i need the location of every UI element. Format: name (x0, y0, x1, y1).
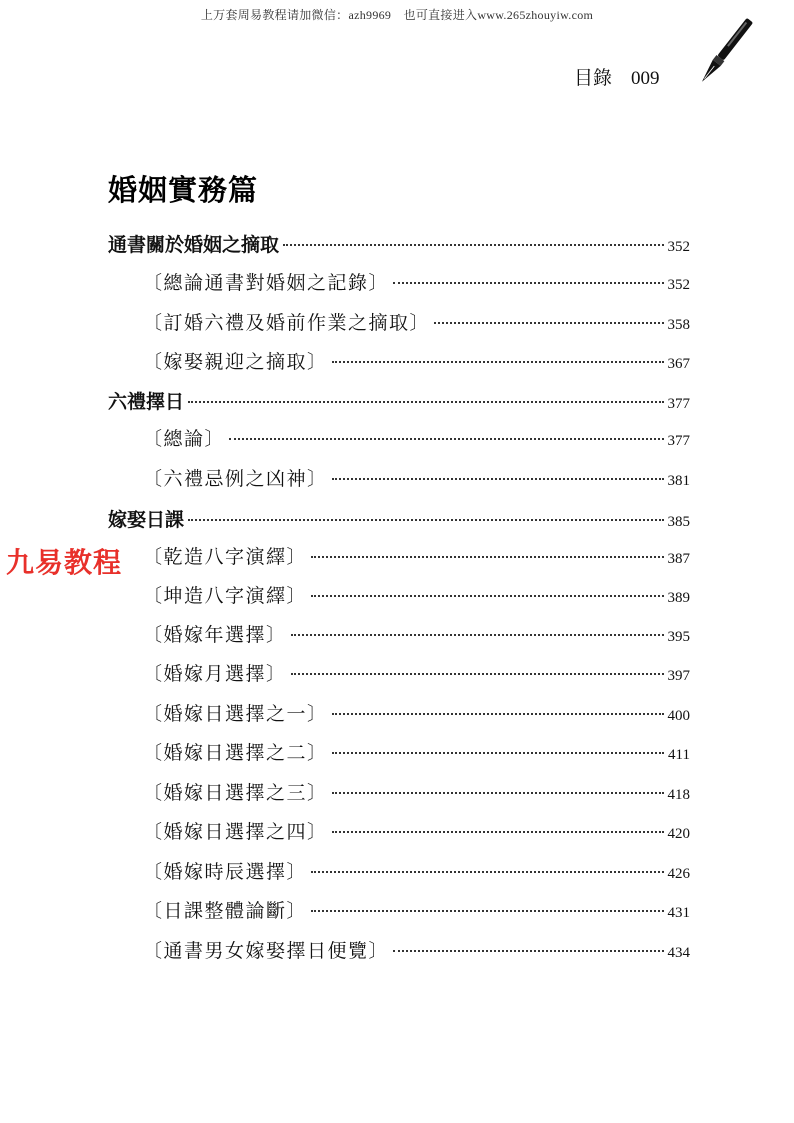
dot-leader (332, 478, 664, 480)
dot-leader (311, 871, 663, 873)
toc-chapter-row (108, 505, 690, 531)
toc-chapter-row (108, 230, 690, 256)
toc-page-number: 411 (668, 747, 690, 763)
dot-leader (332, 752, 665, 754)
toc-chapter-row (108, 387, 690, 413)
dot-leader (332, 831, 664, 833)
toc-page-number: 358 (667, 317, 690, 333)
toc-page-number: 387 (667, 551, 690, 567)
dot-leader (229, 438, 663, 440)
toc-entry-row (143, 464, 690, 490)
toc-page-number: 397 (667, 668, 690, 684)
toc-page-number: 352 (667, 239, 690, 255)
toc-label: 〔坤造八字演繹〕 (143, 585, 308, 607)
toc-entry-row (143, 542, 690, 568)
toc-entry-row (143, 857, 690, 883)
toc-entry-row (143, 936, 690, 962)
toc-label: 〔日課整體論斷〕 (143, 900, 308, 922)
dot-leader (332, 713, 664, 715)
toc-page-number: 418 (667, 787, 690, 803)
header-title: 目錄 009 (574, 68, 660, 89)
toc-label: 〔六禮忌例之凶神〕 (143, 468, 328, 490)
dot-leader (311, 910, 663, 912)
dot-leader (393, 950, 663, 952)
toc-label: 〔婚嫁年選擇〕 (143, 624, 287, 646)
toc-label: 嫁娶日課 (108, 509, 185, 531)
dot-leader (188, 519, 663, 521)
toc-page-number: 381 (667, 473, 690, 489)
toc-page-number: 400 (667, 708, 690, 724)
toc-label: 〔婚嫁日選擇之二〕 (143, 742, 328, 764)
toc-label: 〔總論通書對婚姻之記錄〕 (143, 272, 390, 294)
toc-label: 〔婚嫁月選擇〕 (143, 663, 287, 685)
toc-entry-row (143, 659, 690, 685)
toc-page-number: 426 (667, 866, 690, 882)
dot-leader (332, 361, 664, 363)
toc-entry-row (143, 738, 690, 764)
toc-label: 〔總論〕 (143, 428, 226, 450)
toc-page-number: 431 (667, 905, 690, 921)
toc-label: 〔訂婚六禮及婚前作業之摘取〕 (143, 312, 431, 334)
toc-entry-row (143, 308, 690, 334)
dot-leader (188, 401, 663, 403)
toc-label: 〔婚嫁時辰選擇〕 (143, 861, 308, 883)
toc-entry-row (143, 896, 690, 922)
dot-leader (311, 556, 663, 558)
toc-label: 〔乾造八字演繹〕 (143, 546, 308, 568)
dot-leader (332, 792, 664, 794)
toc-page-number: 395 (667, 629, 690, 645)
toc-entry-row (143, 778, 690, 804)
toc-page-number: 389 (667, 590, 690, 606)
toc-page-number: 377 (667, 396, 690, 412)
toc-label: 〔嫁娶親迎之摘取〕 (143, 351, 328, 373)
toc-label: 通書關於婚姻之摘取 (108, 234, 280, 256)
dot-leader (283, 244, 663, 246)
toc-page-number: 367 (667, 356, 690, 372)
section-title: 婚姻實務篇 (108, 173, 259, 207)
dot-leader (311, 595, 663, 597)
toc-label: 六禮擇日 (108, 391, 185, 413)
dot-leader (291, 634, 664, 636)
toc-entry-row (143, 817, 690, 843)
toc-label: 〔通書男女嫁娶擇日便覽〕 (143, 940, 390, 962)
toc-entry-row (143, 581, 690, 607)
toc-entry-row (143, 620, 690, 646)
watermark: 九易教程 (6, 546, 123, 579)
toc-entry-row (143, 699, 690, 725)
toc-entry-row (143, 268, 690, 294)
toc-entry-row (143, 424, 690, 450)
toc-label: 〔婚嫁日選擇之一〕 (143, 703, 328, 725)
toc-page-number: 352 (667, 277, 690, 293)
toc-page-number: 420 (667, 826, 690, 842)
dot-leader (393, 282, 663, 284)
toc-entry-row (143, 347, 690, 373)
dot-leader (291, 673, 664, 675)
top-note: 上万套周易教程请加微信：azh9969 也可直接进入www.265zhouyiw.com (200, 8, 594, 22)
toc-page-number: 377 (667, 433, 690, 449)
toc-label: 〔婚嫁日選擇之四〕 (143, 821, 328, 843)
toc-page-number: 385 (667, 514, 690, 530)
dot-leader (434, 322, 663, 324)
toc-label: 〔婚嫁日選擇之三〕 (143, 782, 328, 804)
toc-page-number: 434 (667, 945, 690, 961)
